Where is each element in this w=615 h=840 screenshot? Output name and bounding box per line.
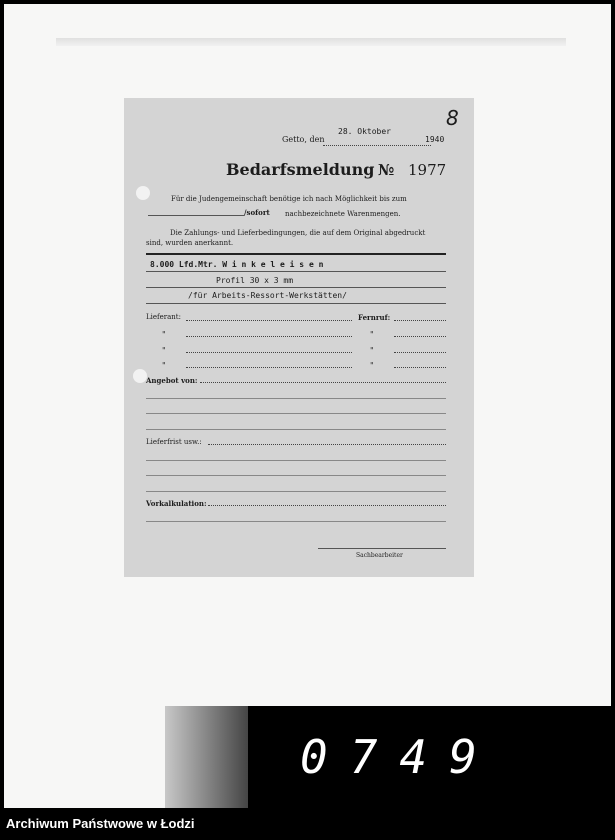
- angebot-line-1: [200, 382, 446, 383]
- ditto-fernruf-1: ": [370, 330, 374, 339]
- number-sign: №: [378, 161, 395, 179]
- lieferfrist-line-4: [146, 491, 446, 492]
- handwritten-number: 8: [446, 106, 459, 130]
- sofort-mark: /sofort: [244, 208, 270, 217]
- intro-line-2: nachbezeichnete Warenmengen.: [285, 210, 401, 218]
- vorkalkulation-line-2: [146, 521, 446, 522]
- angebot-line-3: [146, 413, 446, 414]
- lieferant-line-1: [186, 320, 352, 321]
- punch-hole-top: [136, 186, 150, 200]
- signature-line: [318, 548, 446, 549]
- footer-bar: [0, 808, 615, 840]
- lieferfrist-line-3: [146, 475, 446, 476]
- angebot-label: Angebot von:: [146, 376, 198, 385]
- angebot-line-4: [146, 429, 446, 430]
- place-label: Getto, den: [282, 135, 325, 144]
- item-top-rule: [146, 253, 446, 255]
- angebot-line-2: [146, 398, 446, 399]
- item-rule-2: [146, 287, 446, 288]
- fernruf-line-1: [394, 320, 446, 321]
- ditto-3: ": [162, 361, 166, 370]
- lieferfrist-line-2: [146, 460, 446, 461]
- terms-line-2: sind, wurden anerkannt.: [146, 239, 234, 247]
- fernruf-line-4: [394, 367, 446, 368]
- vorkalkulation-line-1: [208, 505, 446, 506]
- date-value: 28. Oktober: [338, 127, 391, 136]
- ditto-fernruf-2: ": [370, 346, 374, 355]
- fernruf-line-3: [394, 352, 446, 353]
- film-shadow: [165, 706, 255, 808]
- intro-line-1: Für die Judengemeinschaft benötige ich nach Möglichkeit bis zum: [171, 195, 407, 203]
- item-line-2: Profil 30 x 3 mm: [216, 276, 294, 285]
- item-line-3: /für Arbeits-Ressort-Werkstätten/: [188, 291, 347, 300]
- lieferfrist-label: Lieferfrist usw.:: [146, 438, 202, 446]
- document-page: [124, 98, 474, 577]
- fernruf-label: Fernruf:: [358, 313, 391, 322]
- scan-edge-shadow: [56, 38, 566, 46]
- punch-hole-bottom: [133, 369, 147, 383]
- lieferant-line-3: [186, 352, 352, 353]
- item-line-1: 8.000 Lfd.Mtr. W i n k e l e i s e n: [150, 260, 324, 269]
- lieferant-label: Lieferant:: [146, 313, 181, 321]
- archive-credit: Archiwum Państwowe w Łodzi: [6, 816, 195, 831]
- lieferant-line-2: [186, 336, 352, 337]
- lieferant-line-4: [186, 367, 352, 368]
- item-rule-3: [146, 303, 446, 304]
- year-value: 1940: [425, 135, 445, 144]
- sachbearbeiter-label: Sachbearbeiter: [356, 552, 403, 559]
- fernruf-line-2: [394, 336, 446, 337]
- ditto-1: ": [162, 330, 166, 339]
- terms-line-1: Die Zahlungs- und Lieferbedingungen, die auf dem Original abgedruckt: [170, 229, 426, 237]
- frame-number: 0749: [300, 730, 499, 784]
- item-rule-1: [146, 271, 446, 272]
- vorkalkulation-label: Vorkalkulation:: [146, 499, 207, 508]
- ditto-fernruf-3: ": [370, 361, 374, 370]
- deadline-line: [148, 215, 244, 216]
- date-line: [323, 145, 431, 146]
- ditto-2: ": [162, 346, 166, 355]
- lieferfrist-line-1: [208, 444, 446, 445]
- form-title: Bedarfsmeldung: [226, 160, 375, 179]
- form-number: 1977: [408, 161, 447, 179]
